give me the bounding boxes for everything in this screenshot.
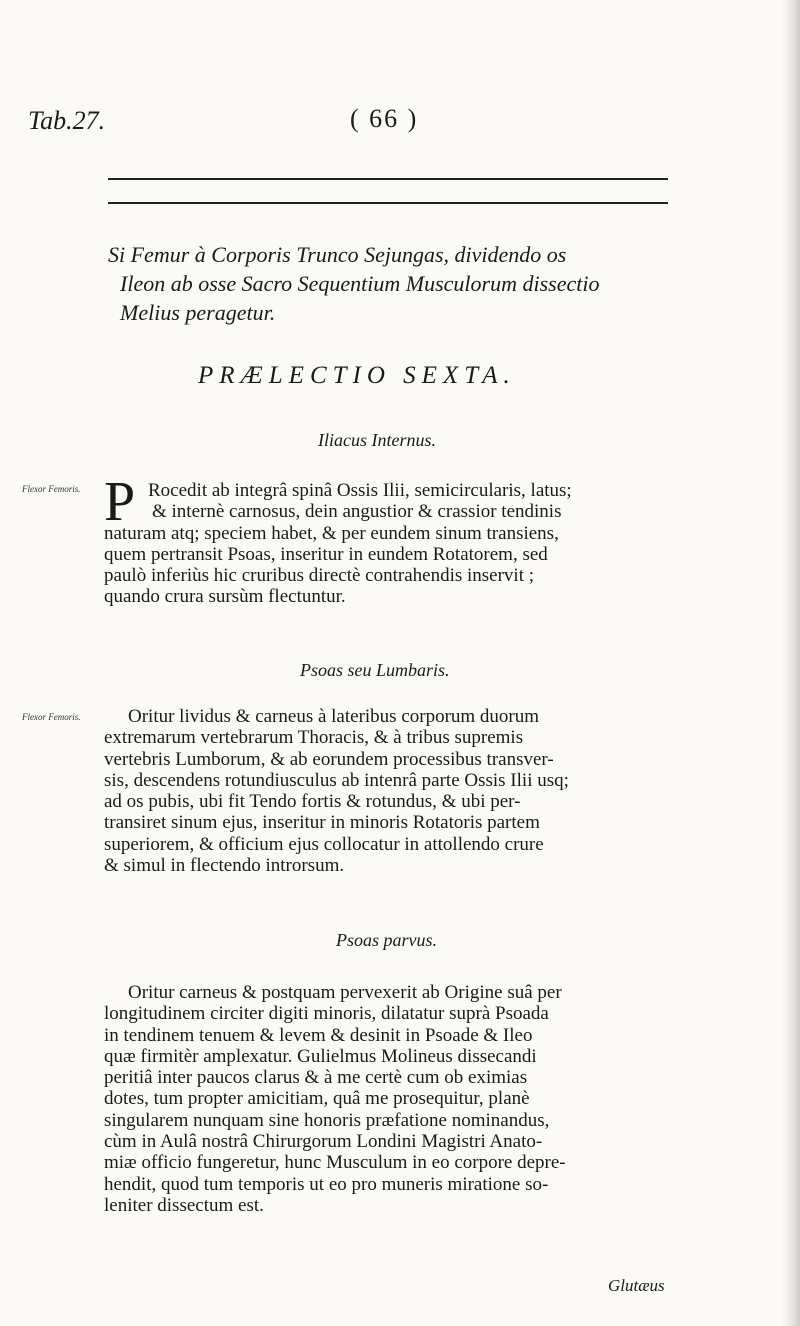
- paragraph-line: longitudinem circiter digiti minoris, dilatatur suprà Psoada: [104, 1003, 549, 1025]
- header-rule-top: [108, 178, 668, 180]
- paragraph-line: & internè carnosus, dein angustior & crassior tendinis: [152, 501, 562, 523]
- margin-note-psoas: Flexor Femoris.: [22, 712, 81, 722]
- paragraph-line: cùm in Aulâ nostrâ Chirurgorum Londini Magistri Anato-: [104, 1131, 543, 1153]
- paragraph-line: transiret sinum ejus, inseritur in minoris Rotatoris partem: [104, 812, 540, 834]
- paragraph-line: & simul in flectendo introrsum.: [104, 855, 345, 877]
- margin-note-iliacus: Flexor Femoris.: [22, 484, 81, 494]
- paragraph-line: quem pertransit Psoas, inseritur in eundem Rotatorem, sed: [104, 543, 548, 565]
- intro-note: [108, 240, 720, 327]
- paragraph-line: miæ officio fungeretur, hunc Musculum in eo corpore depre-: [104, 1152, 566, 1174]
- paragraph-line: dotes, tum propter amicitiam, quâ me prosequitur, planè: [104, 1088, 530, 1110]
- paragraph-line: hendit, quod tum temporis ut eo pro muneris miratione so-: [104, 1173, 549, 1195]
- lecture-title: PRÆLECTIO SEXTA.: [198, 362, 516, 389]
- paragraph-line: Oritur carneus & postquam pervexerit ab Origine suâ per: [128, 982, 562, 1003]
- page-number: ( 66 ): [350, 104, 419, 133]
- paragraph-line: superiorem, & officium ejus collocatur in attollendo crure: [104, 833, 544, 855]
- intro-line: Ileon ab osse Sacro Sequentium Musculorum dissectio: [120, 271, 600, 296]
- paragraph-line: Rocedit ab integrâ spinâ Ossis Ilii, semicircularis, latus;: [148, 480, 572, 501]
- paragraph-line: leniter dissectum est.: [104, 1194, 264, 1216]
- page-edge: [782, 0, 800, 1326]
- paragraph-line: vertebris Lumborum, & ab eorundem processibus transver-: [104, 748, 554, 770]
- catchword: Glutæus: [608, 1276, 665, 1295]
- tab-label: Tab.27.: [28, 106, 106, 135]
- section-heading-psoas-parvus: Psoas parvus.: [336, 930, 438, 950]
- paragraph-line: singularem nunquam sine honoris præfatione nominandus,: [104, 1109, 550, 1131]
- paragraph-iliacus: [104, 480, 704, 608]
- paragraph-line: sis, descendens rotundiusculus ab intenrâ parte Ossis Ilii usq;: [104, 769, 569, 791]
- paragraph-line: extremarum vertebrarum Thoracis, & à tribus supremis: [104, 727, 524, 749]
- intro-line: Si Femur à Corporis Trunco Sejungas, dividendo os: [108, 242, 567, 267]
- section-heading-iliacus: Iliacus Internus.: [318, 430, 436, 450]
- paragraph-psoas: [104, 706, 704, 876]
- intro-line: Melius peragetur.: [120, 300, 276, 325]
- paragraph-line: in tendinem tenuem & levem & desinit in Psoade & Ileo: [104, 1024, 533, 1046]
- drop-cap: P: [104, 471, 136, 533]
- section-heading-psoas: Psoas seu Lumbaris.: [300, 660, 450, 680]
- paragraph-line: ad os pubis, ubi fit Tendo fortis & rotundus, & ubi per-: [104, 791, 521, 813]
- paragraph-line: quando crura sursùm flectuntur.: [104, 586, 346, 608]
- paragraph-psoas-parvus: [104, 982, 704, 1216]
- paragraph-line: peritiâ inter paucos clarus & à me certè cum ob eximias: [104, 1067, 528, 1089]
- paragraph-line: Oritur lividus & carneus à lateribus corporum duorum: [128, 706, 540, 727]
- paragraph-line: naturam atq; speciem habet, & per eundem sinum transiens,: [104, 522, 559, 544]
- paragraph-line: paulò inferiùs hic cruribus directè contrahendis inservit ;: [104, 565, 535, 587]
- header-rule-bottom: [108, 202, 668, 204]
- paragraph-line: quæ firmitèr amplexatur. Gulielmus Molineus dissecandi: [104, 1045, 537, 1067]
